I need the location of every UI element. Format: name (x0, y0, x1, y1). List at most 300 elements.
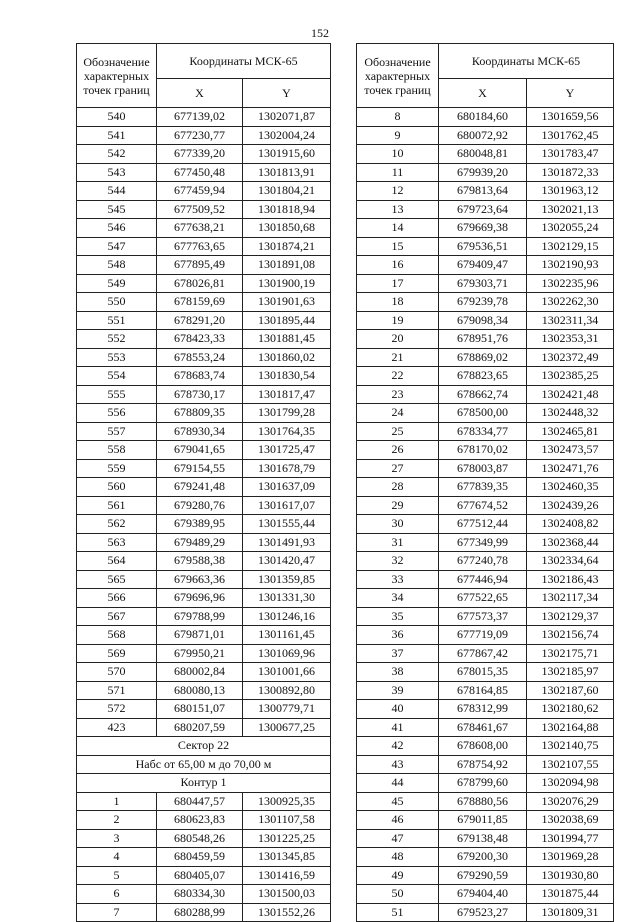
table-row (77, 644, 331, 663)
x-coord-cell: 680623,83 (157, 811, 243, 830)
table-row (77, 385, 331, 404)
point-id-cell: 22 (357, 367, 439, 386)
point-id-cell: 562 (77, 515, 157, 534)
point-id-cell: 569 (77, 644, 157, 663)
point-id-cell: 565 (77, 570, 157, 589)
y-coord-cell: 1302262,30 (527, 293, 614, 312)
x-coord-cell: 679280,76 (157, 496, 243, 515)
table-row (77, 681, 331, 700)
table-row (77, 811, 331, 830)
point-id-cell: 545 (77, 200, 157, 219)
point-id-cell: 36 (357, 626, 439, 645)
coordinates-table-right (356, 43, 614, 922)
y-coord-cell: 1302439,26 (527, 496, 614, 515)
y-coord-cell: 1302185,97 (527, 663, 614, 682)
y-coord-cell: 1301500,03 (243, 885, 331, 904)
point-id-cell: 1 (77, 792, 157, 811)
table-row (357, 589, 614, 608)
y-coord-cell: 1301225,25 (243, 829, 331, 848)
point-id-cell: 50 (357, 885, 439, 904)
y-coord-cell: 1301900,19 (243, 274, 331, 293)
x-coord-cell: 680405,07 (157, 866, 243, 885)
table-row (77, 145, 331, 164)
table-row (77, 274, 331, 293)
x-coord-cell: 677459,94 (157, 182, 243, 201)
table-row (77, 256, 331, 275)
page-number: 152 (311, 26, 329, 40)
x-coord-cell: 678951,76 (439, 330, 527, 349)
point-id-cell: 43 (357, 755, 439, 774)
y-coord-cell: 1302140,75 (527, 737, 614, 756)
table-row (357, 274, 614, 293)
point-id-cell: 4 (77, 848, 157, 867)
table-row (357, 459, 614, 478)
point-id-cell: 35 (357, 607, 439, 626)
y-coord-cell: 1301678,79 (243, 459, 331, 478)
table-row (357, 163, 614, 182)
y-coord-cell: 1300779,71 (243, 700, 331, 719)
y-coord-cell: 1302180,62 (527, 700, 614, 719)
table-row (357, 237, 614, 256)
point-id-cell: 566 (77, 589, 157, 608)
table-row (357, 811, 614, 830)
point-id-cell: 540 (77, 108, 157, 127)
table-row (77, 570, 331, 589)
x-coord-cell: 680447,57 (157, 792, 243, 811)
y-coord-cell: 1302117,34 (527, 589, 614, 608)
point-id-cell: 25 (357, 422, 439, 441)
y-coord-cell: 1302129,15 (527, 237, 614, 256)
table-row (357, 108, 614, 127)
x-coord-cell: 677638,21 (157, 219, 243, 238)
x-coord-cell: 678461,67 (439, 718, 527, 737)
y-coord-cell: 1301725,47 (243, 441, 331, 460)
x-coord-cell: 679788,99 (157, 607, 243, 626)
point-id-cell: 423 (77, 718, 157, 737)
table-row (77, 330, 331, 349)
table-row (77, 866, 331, 885)
table-row (357, 607, 614, 626)
y-coord-cell: 1301762,45 (527, 126, 614, 145)
table-row (77, 885, 331, 904)
point-id-cell: 560 (77, 478, 157, 497)
point-id-cell: 8 (357, 108, 439, 127)
point-id-cell: 29 (357, 496, 439, 515)
contour-label: Контур 1 (77, 774, 331, 793)
point-id-cell: 39 (357, 681, 439, 700)
x-coord-cell: 679011,85 (439, 811, 527, 830)
table-row (357, 681, 614, 700)
y-coord-cell: 1302372,49 (527, 348, 614, 367)
y-coord-cell: 1302334,64 (527, 552, 614, 571)
table-row (357, 700, 614, 719)
y-coord-cell: 1301891,08 (243, 256, 331, 275)
y-coord-cell: 1302186,43 (527, 570, 614, 589)
y-coord-cell: 1302408,82 (527, 515, 614, 534)
table-row (77, 108, 331, 127)
y-coord-cell: 1301799,28 (243, 404, 331, 423)
y-coord-cell: 1301161,45 (243, 626, 331, 645)
point-id-cell: 542 (77, 145, 157, 164)
point-id-cell: 14 (357, 219, 439, 238)
table-row (357, 626, 614, 645)
table-row (357, 792, 614, 811)
x-coord-cell: 679696,96 (157, 589, 243, 608)
y-coord-cell: 1301818,94 (243, 200, 331, 219)
table-row (77, 700, 331, 719)
x-coord-cell: 677522,65 (439, 589, 527, 608)
y-coord-cell: 1301969,28 (527, 848, 614, 867)
x-coord-cell: 680184,60 (439, 108, 527, 127)
x-coord-cell: 678799,60 (439, 774, 527, 793)
point-id-cell: 2 (77, 811, 157, 830)
table-row (77, 348, 331, 367)
point-id-cell: 567 (77, 607, 157, 626)
table-row (357, 330, 614, 349)
point-id-cell: 38 (357, 663, 439, 682)
x-coord-cell: 679303,71 (439, 274, 527, 293)
x-header: X (157, 79, 243, 108)
point-id-cell: 541 (77, 126, 157, 145)
table-row (357, 404, 614, 423)
point-id-cell: 24 (357, 404, 439, 423)
table-row (77, 404, 331, 423)
point-id-cell: 41 (357, 718, 439, 737)
y-coord-cell: 1302164,88 (527, 718, 614, 737)
y-coord-cell: 1301764,35 (243, 422, 331, 441)
x-coord-cell: 678608,00 (439, 737, 527, 756)
point-id-cell: 16 (357, 256, 439, 275)
point-id-cell: 34 (357, 589, 439, 608)
point-id-cell: 27 (357, 459, 439, 478)
coordinates-table-left (76, 43, 331, 922)
table-row (77, 459, 331, 478)
y-coord-cell: 1301555,44 (243, 515, 331, 534)
y-coord-cell: 1301420,47 (243, 552, 331, 571)
y-coord-cell: 1301963,12 (527, 182, 614, 201)
table-row (357, 200, 614, 219)
point-id-cell: 12 (357, 182, 439, 201)
y-coord-cell: 1302385,25 (527, 367, 614, 386)
point-id-cell: 13 (357, 200, 439, 219)
x-coord-cell: 678312,99 (439, 700, 527, 719)
y-coord-cell: 1302465,81 (527, 422, 614, 441)
x-coord-cell: 680548,26 (157, 829, 243, 848)
y-coord-cell: 1302187,60 (527, 681, 614, 700)
table-row (357, 718, 614, 737)
x-coord-cell: 677339,20 (157, 145, 243, 164)
coords-header: Координаты МСК-65 (157, 44, 331, 79)
table-row (357, 126, 614, 145)
table-row (357, 755, 614, 774)
point-id-cell: 570 (77, 663, 157, 682)
x-coord-cell: 677719,09 (439, 626, 527, 645)
x-coord-cell: 678730,17 (157, 385, 243, 404)
x-coord-cell: 679241,48 (157, 478, 243, 497)
table-row (77, 663, 331, 682)
y-coord-cell: 1301659,56 (527, 108, 614, 127)
x-coord-cell: 679404,40 (439, 885, 527, 904)
point-id-cell: 30 (357, 515, 439, 534)
table-row (357, 737, 614, 756)
point-id-cell: 556 (77, 404, 157, 423)
y-coord-cell: 1301617,07 (243, 496, 331, 515)
x-coord-cell: 679138,48 (439, 829, 527, 848)
x-coord-cell: 680048,81 (439, 145, 527, 164)
y-coord-cell: 1301817,47 (243, 385, 331, 404)
x-coord-cell: 677839,35 (439, 478, 527, 497)
point-id-cell: 11 (357, 163, 439, 182)
y-coord-cell: 1300892,80 (243, 681, 331, 700)
y-coord-cell: 1301637,09 (243, 478, 331, 497)
x-coord-cell: 680151,07 (157, 700, 243, 719)
x-coord-cell: 679389,95 (157, 515, 243, 534)
table-row (77, 626, 331, 645)
y-coord-cell: 1302471,76 (527, 459, 614, 478)
table-row (357, 644, 614, 663)
table-row (77, 607, 331, 626)
x-coord-cell: 680334,30 (157, 885, 243, 904)
y-coord-cell: 1301331,30 (243, 589, 331, 608)
point-id-cell: 37 (357, 644, 439, 663)
point-id-cell: 555 (77, 385, 157, 404)
table-row (77, 293, 331, 312)
point-id-cell: 554 (77, 367, 157, 386)
y-coord-cell: 1302094,98 (527, 774, 614, 793)
table-row (77, 126, 331, 145)
point-id-cell: 564 (77, 552, 157, 571)
point-id-cell: 6 (77, 885, 157, 904)
y-coord-cell: 1300677,25 (243, 718, 331, 737)
table-row (77, 533, 331, 552)
point-id-cell: 23 (357, 385, 439, 404)
point-id-cell: 561 (77, 496, 157, 515)
point-id-cell: 558 (77, 441, 157, 460)
table-row (357, 311, 614, 330)
y-coord-cell: 1301860,02 (243, 348, 331, 367)
table-row (357, 829, 614, 848)
point-id-cell: 47 (357, 829, 439, 848)
x-coord-cell: 679723,64 (439, 200, 527, 219)
point-id-cell: 548 (77, 256, 157, 275)
y-coord-cell: 1302004,24 (243, 126, 331, 145)
table-row (77, 552, 331, 571)
table-row (357, 866, 614, 885)
x-coord-cell: 677240,78 (439, 552, 527, 571)
x-coord-cell: 678003,87 (439, 459, 527, 478)
x-coord-cell: 680288,99 (157, 903, 243, 922)
y-coord-cell: 1302368,44 (527, 533, 614, 552)
y-coord-cell: 1302129,37 (527, 607, 614, 626)
x-coord-cell: 680080,13 (157, 681, 243, 700)
y-coord-cell: 1302156,74 (527, 626, 614, 645)
point-id-cell: 44 (357, 774, 439, 793)
y-coord-cell: 1301850,68 (243, 219, 331, 238)
table-row (77, 237, 331, 256)
x-coord-cell: 680072,92 (439, 126, 527, 145)
point-id-cell: 553 (77, 348, 157, 367)
x-coord-cell: 677230,77 (157, 126, 243, 145)
point-id-cell: 546 (77, 219, 157, 238)
x-coord-cell: 677674,52 (439, 496, 527, 515)
table-row (77, 792, 331, 811)
x-coord-cell: 679489,29 (157, 533, 243, 552)
table-row (357, 256, 614, 275)
point-id-cell: 550 (77, 293, 157, 312)
x-coord-cell: 677349,99 (439, 533, 527, 552)
table-row (357, 182, 614, 201)
x-coord-cell: 679200,30 (439, 848, 527, 867)
point-id-cell: 32 (357, 552, 439, 571)
y-coord-cell: 1301915,60 (243, 145, 331, 164)
table-row (77, 515, 331, 534)
table-row (357, 293, 614, 312)
point-id-cell: 552 (77, 330, 157, 349)
y-coord-cell: 1302076,29 (527, 792, 614, 811)
x-coord-cell: 678159,69 (157, 293, 243, 312)
x-coord-cell: 679041,65 (157, 441, 243, 460)
x-coord-cell: 679098,34 (439, 311, 527, 330)
x-coord-cell: 678423,33 (157, 330, 243, 349)
x-coord-cell: 679663,36 (157, 570, 243, 589)
coords-header: Координаты МСК-65 (439, 44, 614, 79)
y-coord-cell: 1301872,33 (527, 163, 614, 182)
point-header: Обозначение характерных точек границ (77, 44, 157, 108)
y-coord-cell: 1301783,47 (527, 145, 614, 164)
y-coord-cell: 1301069,96 (243, 644, 331, 663)
y-coord-cell: 1301874,21 (243, 237, 331, 256)
y-coord-cell: 1301107,58 (243, 811, 331, 830)
y-coord-cell: 1302311,34 (527, 311, 614, 330)
x-coord-cell: 679523,27 (439, 903, 527, 922)
table-row (357, 441, 614, 460)
y-header: Y (243, 79, 331, 108)
point-id-cell: 26 (357, 441, 439, 460)
point-id-cell: 568 (77, 626, 157, 645)
point-id-cell: 7 (77, 903, 157, 922)
point-id-cell: 544 (77, 182, 157, 201)
table-row (77, 829, 331, 848)
table-row (357, 552, 614, 571)
y-coord-cell: 1301001,66 (243, 663, 331, 682)
table-row (357, 422, 614, 441)
table-row (77, 311, 331, 330)
table-row (77, 589, 331, 608)
point-id-cell: 571 (77, 681, 157, 700)
y-coord-cell: 1301416,59 (243, 866, 331, 885)
x-coord-cell: 679588,38 (157, 552, 243, 571)
y-coord-cell: 1302021,13 (527, 200, 614, 219)
x-coord-cell: 678553,24 (157, 348, 243, 367)
table-row (357, 774, 614, 793)
point-id-cell: 46 (357, 811, 439, 830)
table-row (357, 515, 614, 534)
point-id-cell: 557 (77, 422, 157, 441)
x-header: X (439, 79, 527, 108)
x-coord-cell: 678026,81 (157, 274, 243, 293)
table-row (357, 885, 614, 904)
y-coord-cell: 1301901,63 (243, 293, 331, 312)
x-coord-cell: 679813,64 (439, 182, 527, 201)
point-id-cell: 10 (357, 145, 439, 164)
point-id-cell: 5 (77, 866, 157, 885)
y-coord-cell: 1301345,85 (243, 848, 331, 867)
x-coord-cell: 678930,34 (157, 422, 243, 441)
table-row (77, 478, 331, 497)
table-row (357, 570, 614, 589)
y-coord-cell: 1301895,44 (243, 311, 331, 330)
table-row (357, 533, 614, 552)
table-row (357, 145, 614, 164)
y-coord-cell: 1301830,54 (243, 367, 331, 386)
point-id-cell: 563 (77, 533, 157, 552)
table-row (357, 496, 614, 515)
x-coord-cell: 679239,78 (439, 293, 527, 312)
table-row (77, 441, 331, 460)
point-id-cell: 42 (357, 737, 439, 756)
point-id-cell: 21 (357, 348, 439, 367)
x-coord-cell: 679939,20 (439, 163, 527, 182)
y-coord-cell: 1301875,44 (527, 885, 614, 904)
x-coord-cell: 679290,59 (439, 866, 527, 885)
point-id-cell: 33 (357, 570, 439, 589)
point-id-cell: 3 (77, 829, 157, 848)
y-coord-cell: 1302473,57 (527, 441, 614, 460)
x-coord-cell: 678500,00 (439, 404, 527, 423)
y-coord-cell: 1301804,21 (243, 182, 331, 201)
point-id-cell: 20 (357, 330, 439, 349)
point-id-cell: 19 (357, 311, 439, 330)
table-row (77, 422, 331, 441)
table-row (357, 385, 614, 404)
x-coord-cell: 678170,02 (439, 441, 527, 460)
table-row (77, 718, 331, 737)
y-coord-cell: 1301491,93 (243, 533, 331, 552)
y-coord-cell: 1301994,77 (527, 829, 614, 848)
point-id-cell: 28 (357, 478, 439, 497)
point-id-cell: 49 (357, 866, 439, 885)
x-coord-cell: 677509,52 (157, 200, 243, 219)
sector-subtitle: Набс от 65,00 м до 70,00 м (77, 755, 331, 774)
x-coord-cell: 677139,02 (157, 108, 243, 127)
table-row (77, 367, 331, 386)
x-coord-cell: 678015,35 (439, 663, 527, 682)
x-coord-cell: 678880,56 (439, 792, 527, 811)
point-id-cell: 559 (77, 459, 157, 478)
y-coord-cell: 1301246,16 (243, 607, 331, 626)
point-id-cell: 547 (77, 237, 157, 256)
y-coord-cell: 1301359,85 (243, 570, 331, 589)
table-row (357, 478, 614, 497)
x-coord-cell: 680002,84 (157, 663, 243, 682)
y-coord-cell: 1301809,31 (527, 903, 614, 922)
y-coord-cell: 1301813,91 (243, 163, 331, 182)
y-coord-cell: 1302353,31 (527, 330, 614, 349)
point-id-cell: 543 (77, 163, 157, 182)
x-coord-cell: 678869,02 (439, 348, 527, 367)
x-coord-cell: 678823,65 (439, 367, 527, 386)
y-coord-cell: 1302175,71 (527, 644, 614, 663)
table-row (77, 496, 331, 515)
table-row (77, 182, 331, 201)
y-coord-cell: 1302460,35 (527, 478, 614, 497)
point-id-cell: 40 (357, 700, 439, 719)
point-id-cell: 9 (357, 126, 439, 145)
x-coord-cell: 678164,85 (439, 681, 527, 700)
point-id-cell: 45 (357, 792, 439, 811)
sector-title: Сектор 22 (77, 737, 331, 756)
point-id-cell: 551 (77, 311, 157, 330)
